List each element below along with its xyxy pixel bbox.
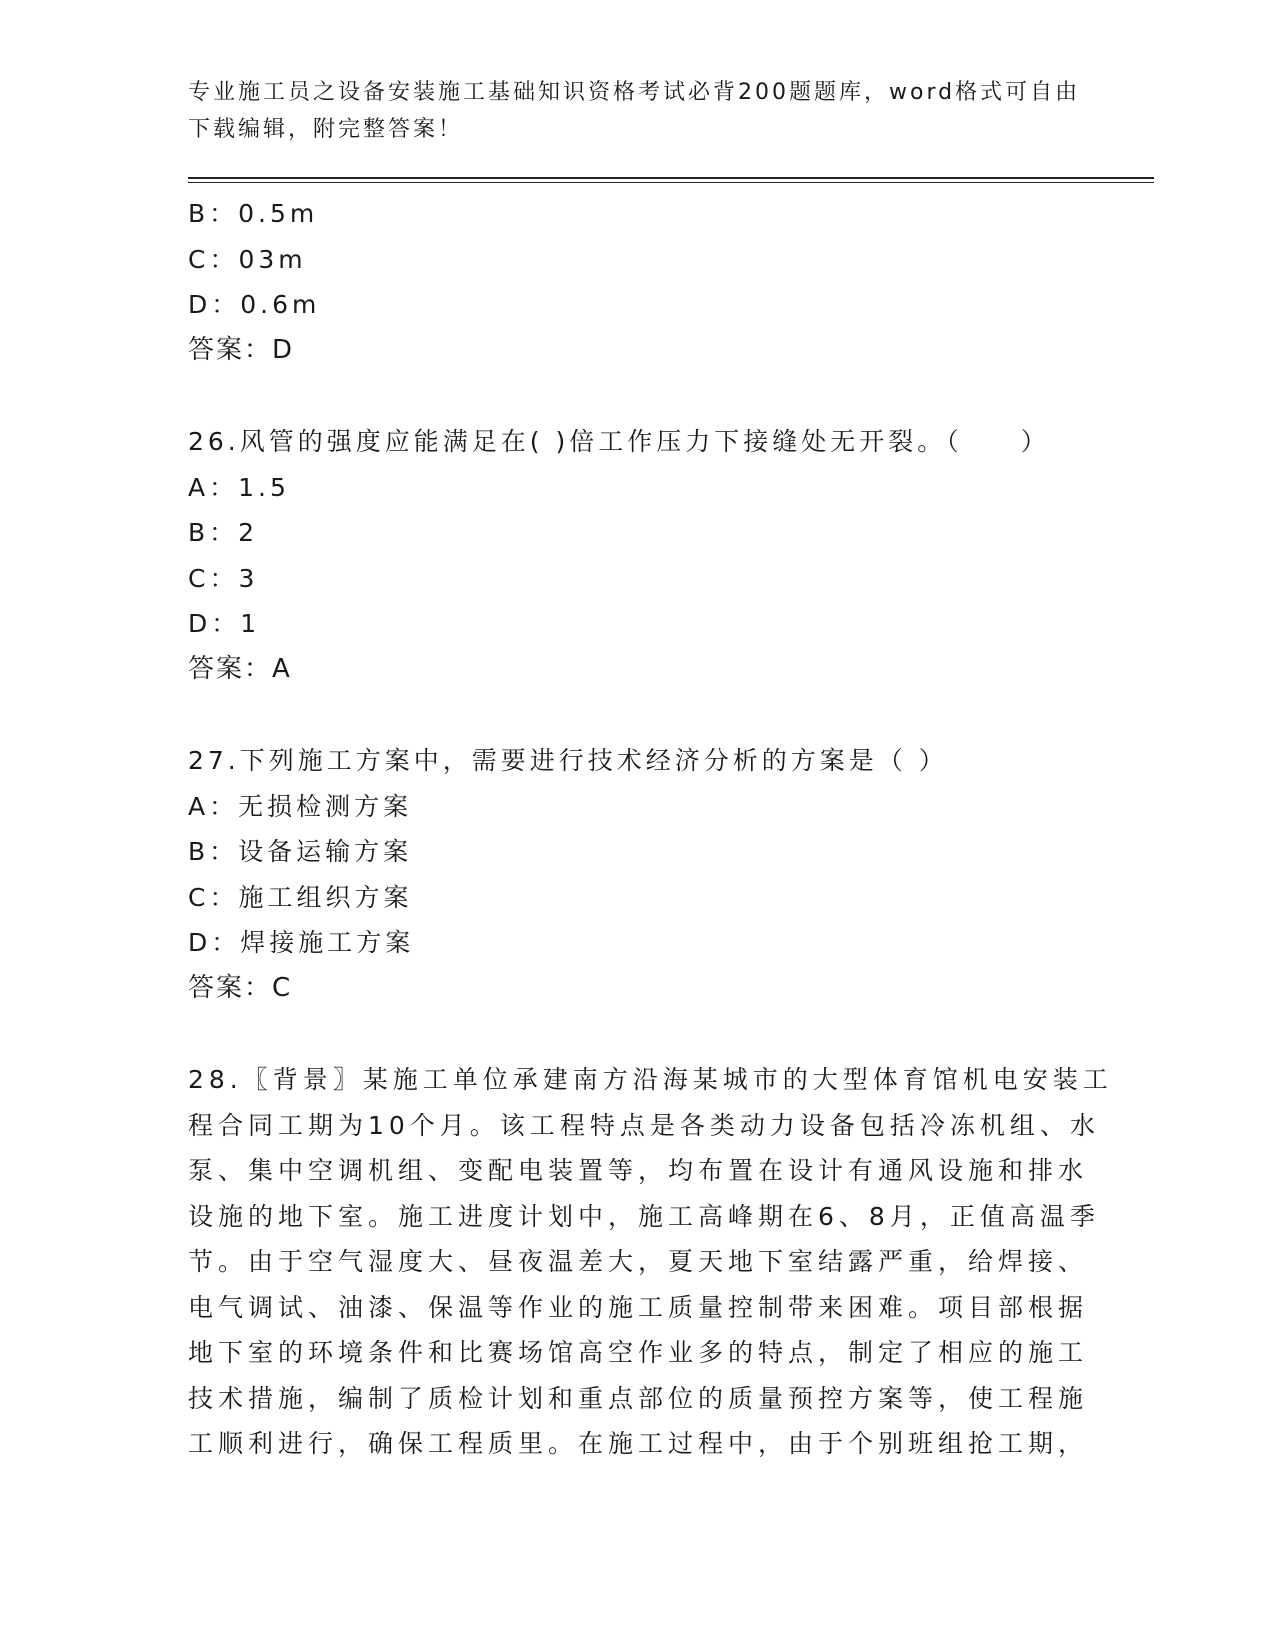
paragraph-line: 泵、集中空调机组、变配电装置等，均布置在设计有通风设施和排水 (188, 1156, 1089, 1185)
paragraph-line: 设施的地下室。施工进度计划中，施工高峰期在6、8月，正值高温季 (188, 1201, 1100, 1231)
option-d: D：0.6m (188, 290, 321, 319)
answer-line: 答案：A (188, 653, 292, 684)
paragraph-line: 28.〖背景〗某施工单位承建南方沿海某城市的大型体育馆机电安装工 (188, 1065, 1113, 1094)
option-d: D：1 (188, 609, 261, 638)
spacer (188, 1011, 1088, 1057)
question-26 (188, 419, 1088, 692)
answer-line: 答案：D (188, 334, 295, 365)
option-c: C：3 (188, 563, 259, 593)
option-a: A：1.5 (188, 472, 290, 502)
header-line-2: 下载编辑，附完整答案！ (188, 117, 464, 142)
option-c: C：03m (188, 244, 307, 274)
answer-line: 答案：C (188, 972, 293, 1003)
option-b: B：2 (188, 518, 259, 547)
paragraph-line: 工顺利进行，确保工程质里。在施工过程中，由于个别班组抢工期， (188, 1429, 1089, 1458)
option-b: B：设备运输方案 (188, 837, 413, 866)
header-divider-thin (188, 182, 1154, 183)
option-b: B：0.5m (188, 199, 319, 228)
question-25-tail (188, 191, 1088, 373)
question-stem: 27.下列施工方案中，需要进行技术经济分析的方案是（ ） (188, 746, 948, 775)
header-line-1: 专业施工员之设备安装施工基础知识资格考试必背200题题库，word格式可自由 (188, 80, 1081, 105)
document-header (188, 74, 1088, 148)
spacer (188, 373, 1088, 419)
document-body (188, 191, 1113, 1467)
option-c: C：施工组织方案 (188, 882, 413, 912)
paragraph-line: 程合同工期为10个月。该工程特点是各类动力设备包括冷冻机组、水 (188, 1110, 1100, 1140)
paragraph-line: 电气调试、油漆、保温等作业的施工质量控制带来困难。项目部根据 (188, 1292, 1089, 1322)
paragraph-line: 技术措施，编制了质检计划和重点部位的质量预控方案等，使工程施 (188, 1383, 1089, 1413)
option-a: A：无损检测方案 (188, 791, 413, 821)
question-stem: 26.风管的强度应能满足在( )倍工作压力下接缝处无开裂。（ ） (188, 427, 1050, 456)
question-27 (188, 738, 1088, 1011)
spacer (188, 692, 1088, 738)
paragraph-line: 地下室的环境条件和比赛场馆高空作业多的特点，制定了相应的施工 (188, 1338, 1089, 1367)
option-d: D：焊接施工方案 (188, 928, 415, 957)
paragraph-line: 节。由于空气湿度大、昼夜温差大，夏天地下室结露严重，给焊接、 (188, 1247, 1089, 1276)
question-28 (188, 1057, 1113, 1467)
header-divider-thick (188, 177, 1154, 179)
